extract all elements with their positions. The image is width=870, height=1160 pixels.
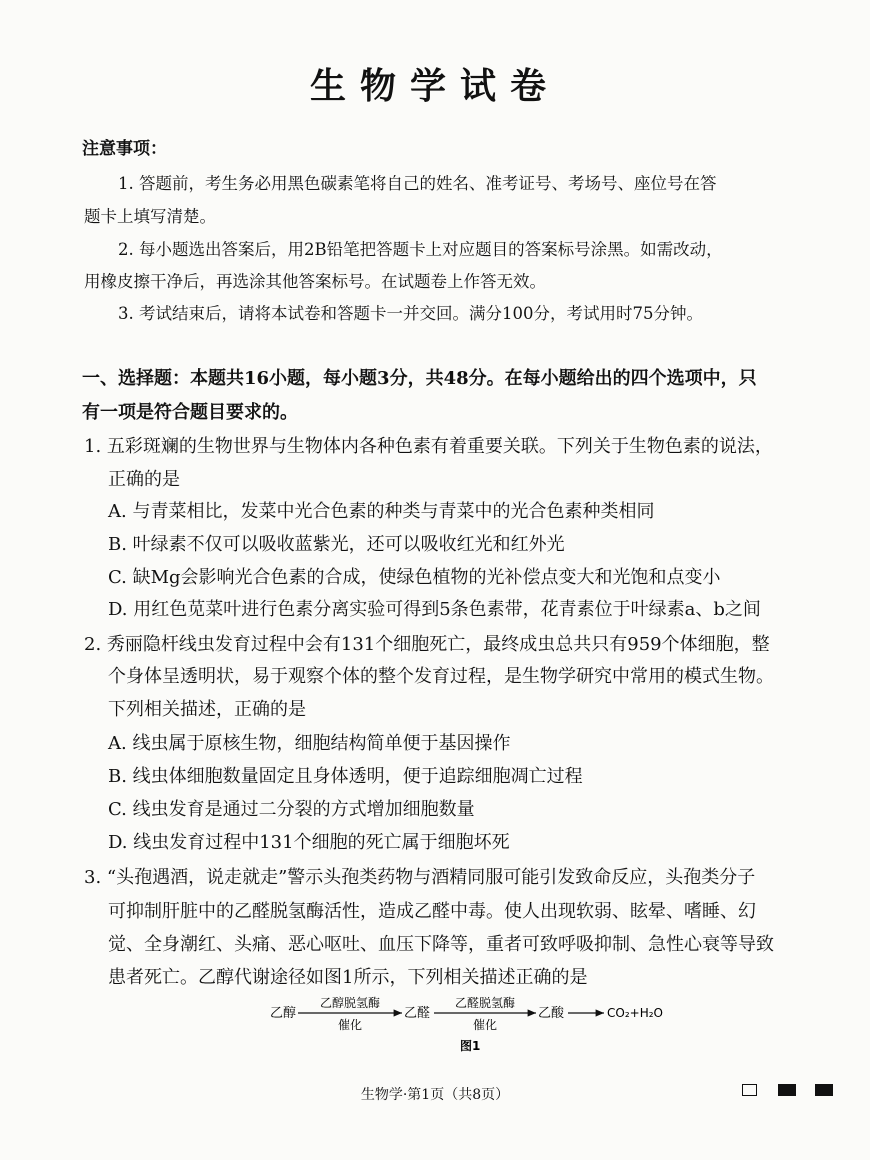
section-heading-line: 一、选择题：本题共16小题，每小题3分，共48分。在每小题给出的四个选项中，只 bbox=[82, 368, 757, 389]
option-d: D. 用红色苋菜叶进行色素分离实验可得到5条色素带，花青素位于叶绿素a、b之间 bbox=[108, 599, 761, 620]
option-a: A. 与青菜相比，发菜中光合色素的种类与青菜中的光合色素种类相同 bbox=[108, 501, 655, 522]
catalysis-label: 催化 bbox=[337, 1018, 363, 1032]
question-stem-line: 2. 秀丽隐杆线虫发育过程中会有131个细胞死亡，最终成虫总共只有959个体细胞，整 bbox=[84, 634, 770, 655]
page-title: 生物学试卷 bbox=[309, 65, 560, 107]
question-stem-line: 3. “头孢遇酒，说走就走”警示头孢类药物与酒精同服可能引发致命反应，头孢类分子 bbox=[84, 867, 756, 888]
registration-mark bbox=[815, 1084, 833, 1096]
section-heading-line: 有一项是符合题目要求的。 bbox=[82, 402, 298, 423]
option-b: B. 线虫体细胞数量固定且身体透明，便于追踪细胞凋亡过程 bbox=[108, 766, 583, 787]
registration-mark bbox=[778, 1084, 796, 1096]
registration-mark bbox=[742, 1084, 757, 1096]
note-line: 3. 考试结束后，请将本试卷和答题卡一并交回。满分100分，考试用时75分钟。 bbox=[118, 304, 703, 323]
question-stem-line: 下列相关描述，正确的是 bbox=[108, 699, 306, 720]
node-acetaldehyde: 乙醛 bbox=[404, 1006, 431, 1021]
metabolism-diagram bbox=[270, 996, 680, 1056]
node-ethanol: 乙醇 bbox=[270, 1006, 297, 1021]
option-b: B. 叶绿素不仅可以吸收蓝紫光，还可以吸收红光和红外光 bbox=[108, 534, 565, 555]
option-d: D. 线虫发育过程中131个细胞的死亡属于细胞坏死 bbox=[108, 832, 510, 853]
node-acetic-acid: 乙酸 bbox=[538, 1006, 565, 1021]
note-line: 题卡上填写清楚。 bbox=[84, 207, 216, 226]
option-c: C. 缺Mg会影响光合色素的合成，使绿色植物的光补偿点变大和光饱和点变小 bbox=[108, 567, 721, 588]
notes-heading: 注意事项： bbox=[82, 139, 167, 159]
question-stem-line: 患者死亡。乙醇代谢途径如图1所示，下列相关描述正确的是 bbox=[108, 967, 588, 988]
note-line: 用橡皮擦干净后，再选涂其他答案标号。在试题卷上作答无效。 bbox=[84, 272, 546, 291]
question-stem-line: 1. 五彩斑斓的生物世界与生物体内各种色素有着重要关联。下列关于生物色素的说法， bbox=[84, 436, 773, 457]
node-co2-h2o: CO₂+H₂O bbox=[607, 1006, 663, 1020]
enzyme-label: 乙醛脱氢酶 bbox=[454, 996, 516, 1010]
enzyme-label: 乙醇脱氢酶 bbox=[319, 996, 381, 1010]
note-line: 2. 每小题选出答案后，用2B铅笔把答题卡上对应题目的答案标号涂黑。如需改动， bbox=[118, 240, 723, 259]
question-stem-line: 正确的是 bbox=[108, 469, 180, 490]
catalysis-label: 催化 bbox=[472, 1018, 498, 1032]
page-footer: 生物学·第1页（共8页） bbox=[360, 1087, 510, 1103]
question-stem-line: 可抑制肝脏中的乙醛脱氢酶活性，造成乙醛中毒。使人出现软弱、眩晕、嗜睡、幻 bbox=[108, 901, 756, 922]
note-line: 1. 答题前，考生务必用黑色碳素笔将自己的姓名、准考证号、考场号、座位号在答 bbox=[118, 174, 717, 193]
option-c: C. 线虫发育是通过二分裂的方式增加细胞数量 bbox=[108, 799, 475, 820]
figure-caption: 图1 bbox=[460, 1039, 481, 1053]
question-stem-line: 觉、全身潮红、头痛、恶心呕吐、血压下降等，重者可致呼吸抑制、急性心衰等导致 bbox=[108, 934, 774, 955]
question-stem-line: 个身体呈透明状，易于观察个体的整个发育过程，是生物学研究中常用的模式生物。 bbox=[108, 666, 774, 687]
option-a: A. 线虫属于原核生物，细胞结构简单便于基因操作 bbox=[108, 733, 511, 754]
